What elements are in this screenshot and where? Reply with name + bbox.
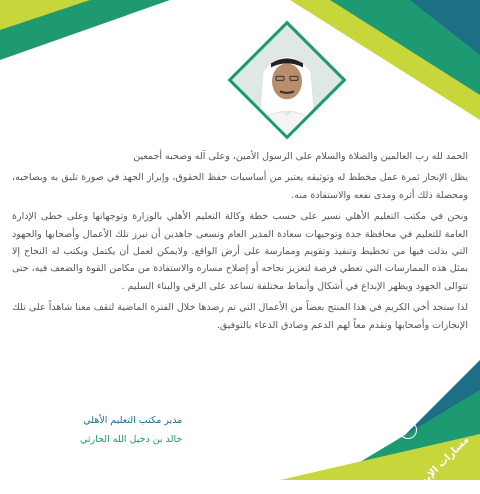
intro-text <box>12 148 468 338</box>
top-right-teal-triangle <box>410 0 480 55</box>
paragraph-office: ونحن في مكتب التعليم الأهلي نسير على حسب خطة وكالة التعليم الأهلي بالوزارة وتوجهاتها وعلى خطى الإدارة العامة للتعليم في محافظة جدة وتوجيهات سعادة المدير العام ونسعى جاهدين أن نبرز تلك الأعمال وأصحابها والجهود التي بذلت فيها من تخطيط وتنفيذ وتقويم وممارسة على أرض الواقع. ولايمكن لعمل أن يكتمل ويكتب له النجاح إلا بمثل هذه الممارسات التي تعطي فرصة لتعزيز نجاحه أو إصلاح مساره والاستفادة من مكامن القوة والضعف فيه، حتى تتوالى الجهود ويظهر الإبداع في أشكال وأنماط مختلفة تساعد على الرقي والبناء السليم . <box>12 211 468 292</box>
signature-block <box>80 411 182 449</box>
top-left-yellow-triangle <box>0 0 90 30</box>
paragraph-closing: لذا ستجد أخي الكريم في هذا المنتج بعضاً من الأعمال التي تم رصدها خلال الفترة الماضية لتقف معنا شاهداً على تلك الإنجازات وأصحابها ونقدم معاً لهم الدعم وصادق الدعاء بالتوفيق. <box>12 302 468 331</box>
paragraph-greeting: الحمد لله رب العالمين والصلاة والسلام على الرسول الأمين، وعلى آله وصحبه أجمعين <box>133 151 468 162</box>
signature-title: مدير مكتب التعليم الأهلي <box>83 415 183 426</box>
paragraph-achievement: يظل الإنجاز ثمرة عمل مخطط له وتوثيقه يعتبر من أساسيات حفظ الحقوق، وإبراز الجهد في صورة تليق به وبصاحبه، ومحصلة ذلك أثره ومدى نفعه والاستفادة منه. <box>12 172 468 201</box>
page-number: ٢ <box>399 421 417 439</box>
section-badge-label: مسارات الإبداع <box>412 434 472 494</box>
signature-name: خالد بن دخيل الله الحارثي <box>80 434 183 445</box>
